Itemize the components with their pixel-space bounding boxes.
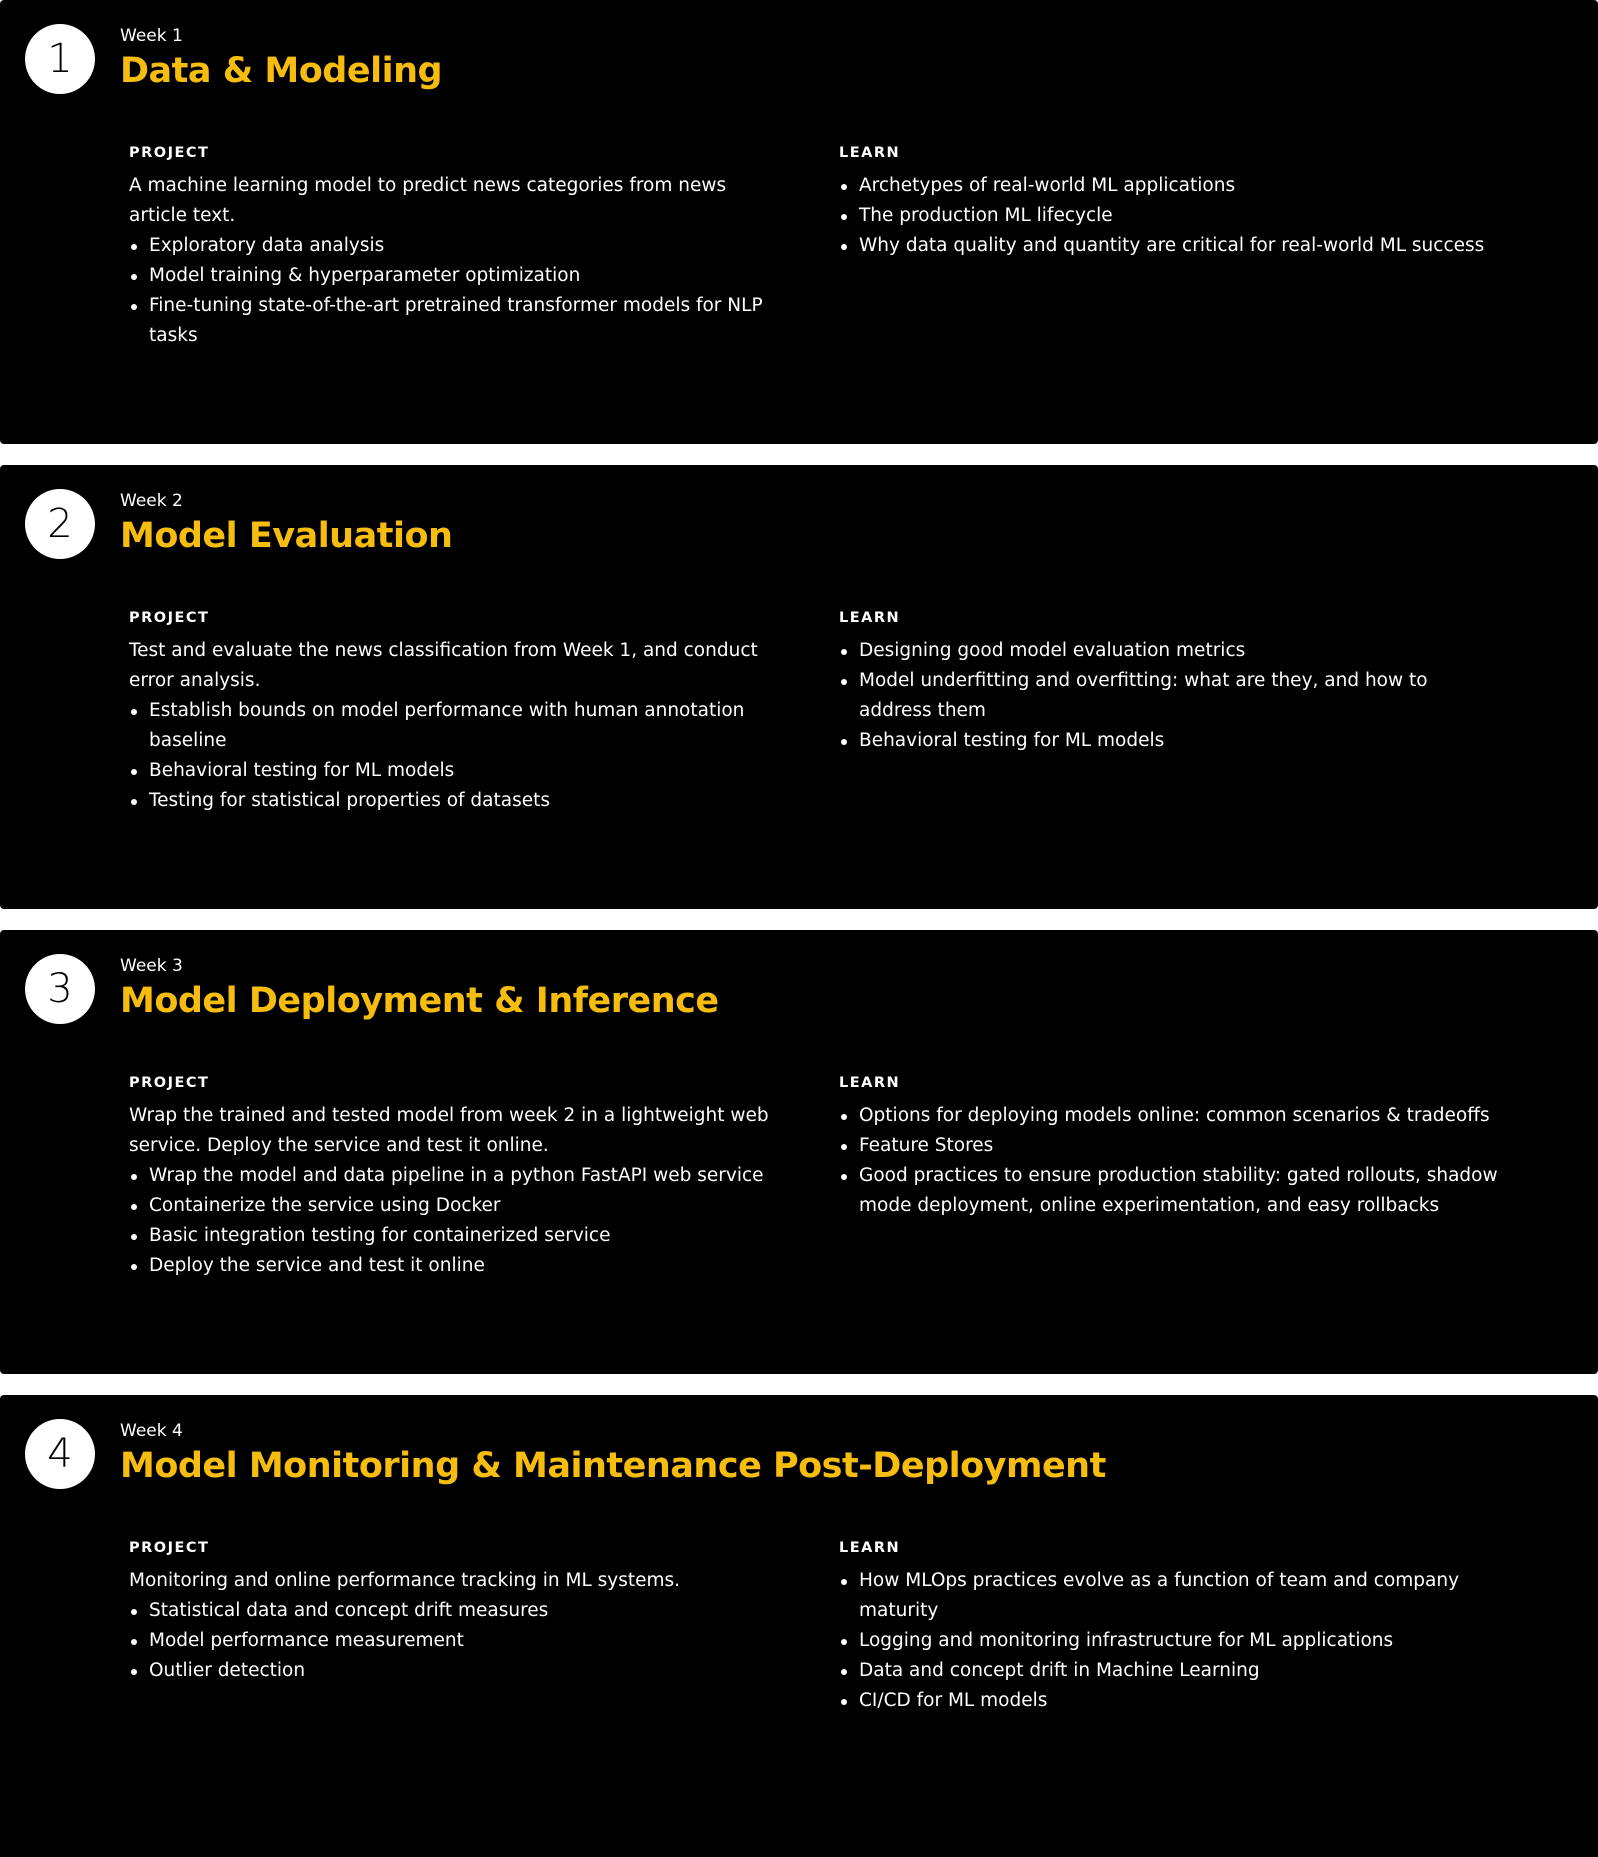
project-list: [129, 1596, 779, 1686]
list-item: Logging and monitoring infrastructure for ML applications: [839, 1626, 1499, 1656]
list-item: Wrap the model and data pipeline in a python FastAPI web service: [129, 1161, 779, 1191]
week-label: Week 2: [120, 491, 183, 511]
list-item: How MLOps practices evolve as a function of team and company maturity: [839, 1566, 1499, 1626]
learn-list: [839, 171, 1499, 261]
list-item: Feature Stores: [839, 1131, 1499, 1161]
list-item: The production ML lifecycle: [839, 201, 1499, 231]
learn-column: [839, 609, 1499, 756]
learn-list: [839, 1566, 1499, 1716]
project-list: [129, 696, 779, 816]
list-item: Testing for statistical properties of datasets: [129, 786, 779, 816]
list-item: Statistical data and concept drift measures: [129, 1596, 779, 1626]
project-column: [129, 1539, 779, 1686]
week-number-badge: 3: [25, 954, 95, 1024]
week-label: Week 4: [120, 1421, 183, 1441]
learn-heading: LEARN: [839, 145, 901, 161]
project-heading: PROJECT: [129, 145, 210, 161]
list-item: Options for deploying models online: common scenarios & tradeoffs: [839, 1101, 1499, 1131]
learn-column: [839, 1074, 1499, 1221]
list-item: Containerize the service using Docker: [129, 1191, 779, 1221]
project-heading: PROJECT: [129, 610, 210, 626]
week-title: Model Monitoring & Maintenance Post-Deployment: [120, 1446, 1106, 1486]
list-item: Model training & hyperparameter optimization: [129, 261, 779, 291]
week-card-1: [0, 0, 1598, 444]
project-description: A machine learning model to predict news categories from news article text.: [129, 175, 727, 226]
list-item: Good practices to ensure production stability: gated rollouts, shadow mode deployment, online experimentation, and easy rollbacks: [839, 1161, 1499, 1221]
list-item: CI/CD for ML models: [839, 1686, 1499, 1716]
list-item: Outlier detection: [129, 1656, 779, 1686]
list-item: Designing good model evaluation metrics: [839, 636, 1499, 666]
week-label: Week 1: [120, 26, 183, 46]
week-card-4: [0, 1395, 1598, 1857]
week-card-3: [0, 930, 1598, 1374]
project-column: [129, 609, 779, 816]
learn-list: [839, 636, 1499, 756]
list-item: Archetypes of real-world ML applications: [839, 171, 1499, 201]
list-item: Establish bounds on model performance with human annotation baseline: [129, 696, 779, 756]
learn-heading: LEARN: [839, 1540, 901, 1556]
learn-heading: LEARN: [839, 1075, 901, 1091]
week-number-badge: 4: [25, 1419, 95, 1489]
list-item: Model performance measurement: [129, 1626, 779, 1656]
project-column: [129, 144, 779, 351]
learn-list: [839, 1101, 1499, 1221]
list-item: Deploy the service and test it online: [129, 1251, 779, 1281]
list-item: Basic integration testing for containerized service: [129, 1221, 779, 1251]
list-item: Exploratory data analysis: [129, 231, 779, 261]
week-number-badge: 1: [25, 24, 95, 94]
project-heading: PROJECT: [129, 1075, 210, 1091]
project-description: Wrap the trained and tested model from week 2 in a lightweight web service. Deploy the service and test it online.: [129, 1105, 769, 1156]
project-heading: PROJECT: [129, 1540, 210, 1556]
week-title: Data & Modeling: [120, 51, 443, 91]
list-item: Fine-tuning state-of-the-art pretrained transformer models for NLP tasks: [129, 291, 779, 351]
project-description: Test and evaluate the news classification from Week 1, and conduct error analysis.: [129, 640, 758, 691]
project-list: [129, 231, 779, 351]
project-description: Monitoring and online performance tracking in ML systems.: [129, 1570, 681, 1591]
week-title: Model Deployment & Inference: [120, 981, 719, 1021]
list-item: Behavioral testing for ML models: [839, 726, 1499, 756]
week-number-badge: 2: [25, 489, 95, 559]
week-label: Week 3: [120, 956, 183, 976]
list-item: Why data quality and quantity are critical for real-world ML success: [839, 231, 1499, 261]
list-item: Behavioral testing for ML models: [129, 756, 779, 786]
project-column: [129, 1074, 779, 1281]
list-item: Model underfitting and overfitting: what are they, and how to address them: [839, 666, 1499, 726]
learn-column: [839, 1539, 1499, 1716]
week-title: Model Evaluation: [120, 516, 453, 556]
learn-column: [839, 144, 1499, 261]
list-item: Data and concept drift in Machine Learning: [839, 1656, 1499, 1686]
learn-heading: LEARN: [839, 610, 901, 626]
week-card-2: [0, 465, 1598, 909]
project-list: [129, 1161, 779, 1281]
